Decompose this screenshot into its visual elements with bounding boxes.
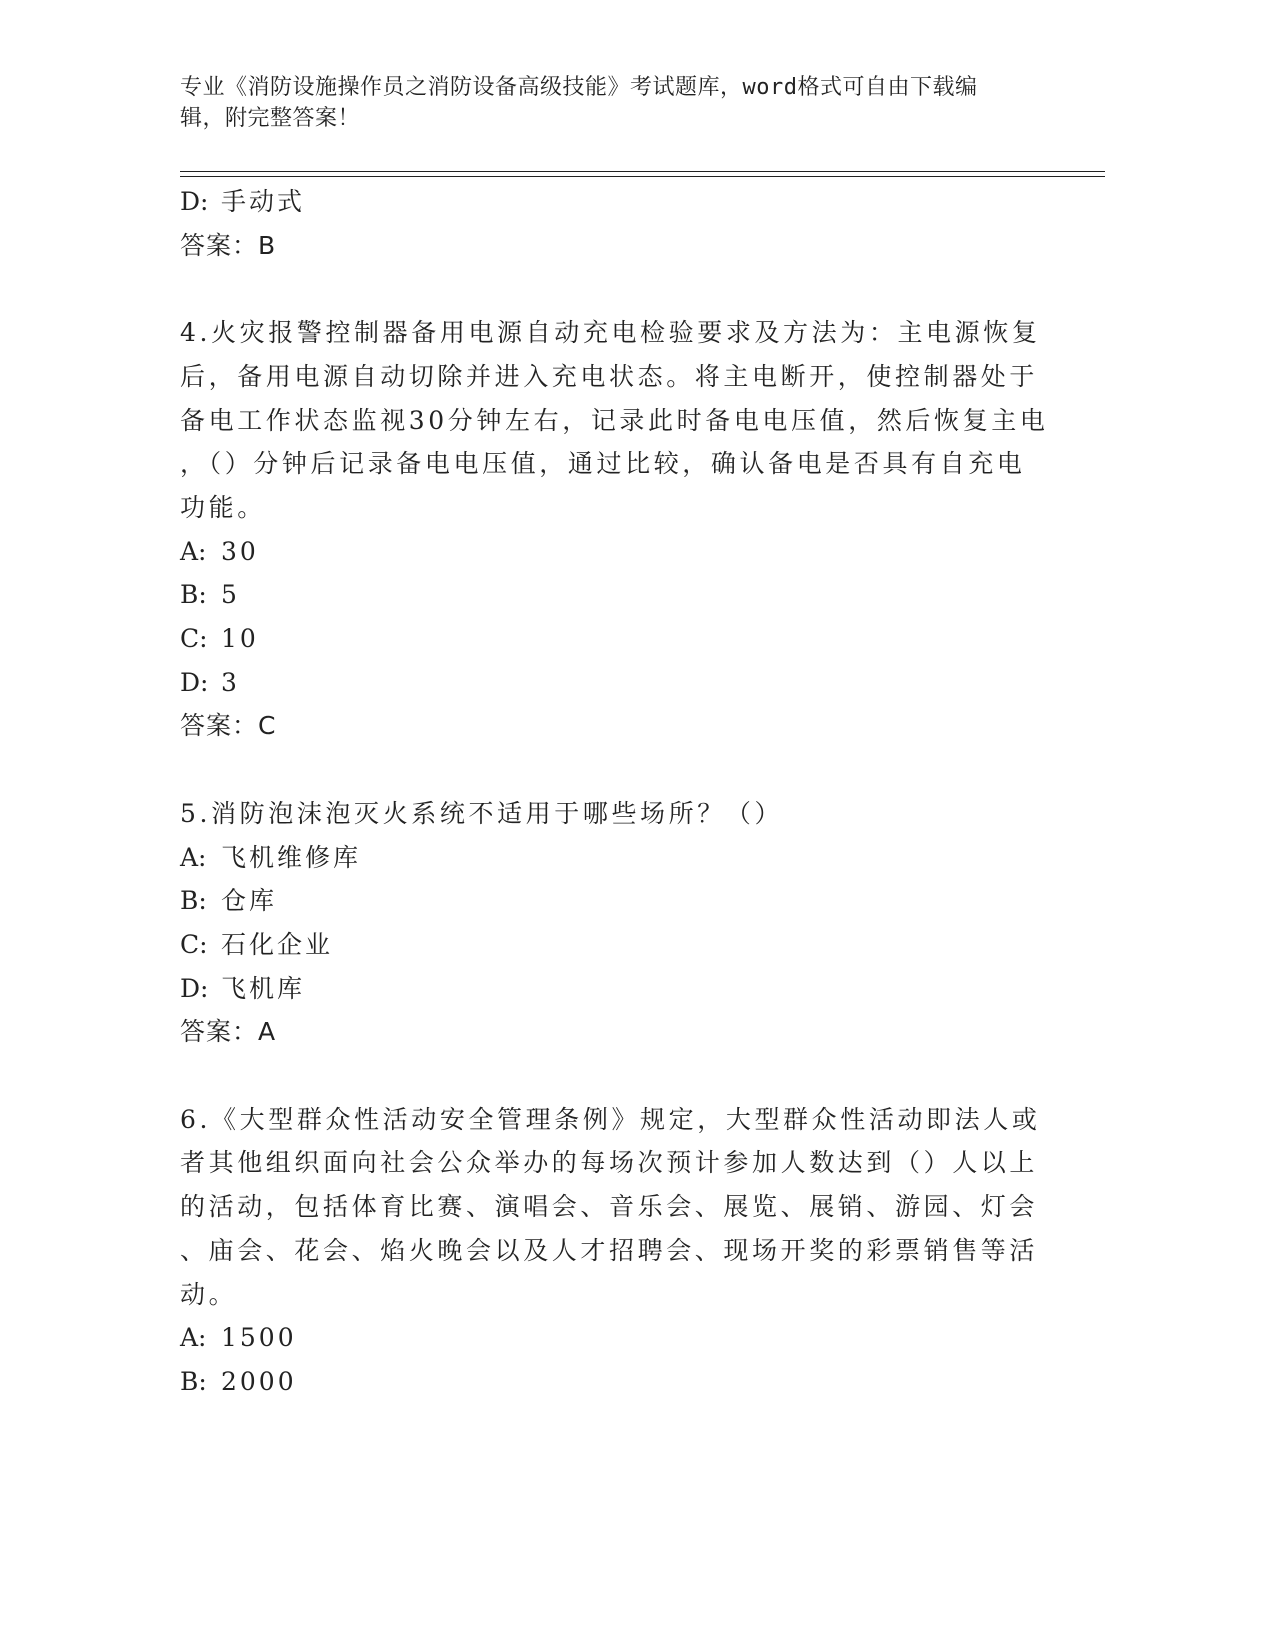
answer-line: 答案：A: [180, 1017, 277, 1047]
question-stem: [180, 792, 1040, 836]
header-line-2: 辑，附完整答案！: [180, 106, 361, 131]
question-stem: [180, 311, 1049, 530]
option-text: 10: [221, 624, 259, 654]
option-d: [180, 180, 1040, 224]
option-letter: A:: [180, 1323, 207, 1353]
option-c: [180, 923, 1040, 967]
option-a: [180, 530, 1040, 574]
option-letter: B:: [180, 886, 207, 916]
header-line-1: 专业《消防设施操作员之消防设备高级技能》考试题库，word格式可自由下载编: [180, 75, 978, 100]
option-text: 飞机维修库: [221, 842, 362, 872]
option-d: [180, 967, 1040, 1011]
question-4: [180, 311, 1049, 748]
option-letter: B:: [180, 580, 207, 610]
option-letter: C:: [180, 624, 208, 654]
option-letter: D:: [180, 973, 209, 1003]
stem-line: 、庙会、花会、焰火晚会以及人才招聘会、现场开奖的彩票销售等活: [180, 1235, 1039, 1265]
stem-line: 4.火灾报警控制器备用电源自动充电检验要求及方法为：主电源恢复: [180, 318, 1041, 348]
question-stem: [180, 1098, 1040, 1317]
option-text: 3: [221, 667, 240, 697]
question-list: [180, 180, 1049, 1404]
answer-line: 答案：B: [180, 230, 277, 260]
option-b: [180, 573, 1040, 617]
option-text: 1500: [221, 1323, 297, 1353]
option-letter: D:: [180, 187, 209, 216]
stem-line: 备电工作状态监视30分钟左右，记录此时备电电压值，然后恢复主电: [180, 405, 1049, 435]
question-3-tail: [180, 180, 1040, 267]
stem-line: ，（）分钟后记录备电电压值，通过比较，确认备电是否具有自充电: [180, 449, 1026, 479]
question-5: [180, 792, 1040, 1054]
header-divider-bottom: [180, 176, 1105, 177]
option-d: [180, 661, 1040, 705]
option-b: [180, 879, 1040, 923]
spacer: [180, 267, 1040, 311]
answer-line: 答案：C: [180, 711, 277, 741]
spacer: [180, 1054, 1040, 1098]
stem-line: 的活动，包括体育比赛、演唱会、音乐会、展览、展销、游园、灯会: [180, 1192, 1039, 1222]
stem-line: 后，备用电源自动切除并进入充电状态。将主电断开，使控制器处于: [180, 361, 1039, 391]
stem-line: 5.消防泡沫泡灭火系统不适用于哪些场所？（）: [180, 798, 784, 828]
option-c: [180, 617, 1040, 661]
stem-line: 6.《大型群众性活动安全管理条例》规定，大型群众性活动即法人或: [180, 1104, 1041, 1134]
option-letter: A:: [180, 842, 207, 872]
page-header: [180, 72, 1040, 134]
stem-line: 功能。: [180, 492, 266, 522]
option-b: [180, 1360, 1040, 1404]
option-text: 仓库: [221, 886, 278, 916]
option-a: [180, 1316, 1040, 1360]
option-text: 石化企业: [221, 929, 334, 959]
option-text: 5: [221, 580, 240, 610]
option-text: 2000: [221, 1366, 297, 1396]
option-text: 30: [221, 536, 259, 566]
option-a: [180, 836, 1040, 880]
header-divider-top: [180, 171, 1105, 172]
option-letter: D:: [180, 667, 209, 697]
stem-line: 动。: [180, 1279, 238, 1309]
option-letter: B:: [180, 1366, 207, 1396]
option-text: 手动式: [221, 187, 306, 216]
stem-line: 者其他组织面向社会公众举办的每场次预计参加人数达到（）人以上: [180, 1148, 1039, 1178]
option-letter: C:: [180, 929, 208, 959]
option-text: 飞机库: [221, 973, 306, 1003]
question-6: [180, 1098, 1040, 1404]
spacer: [180, 748, 1040, 792]
option-letter: A:: [180, 536, 207, 566]
